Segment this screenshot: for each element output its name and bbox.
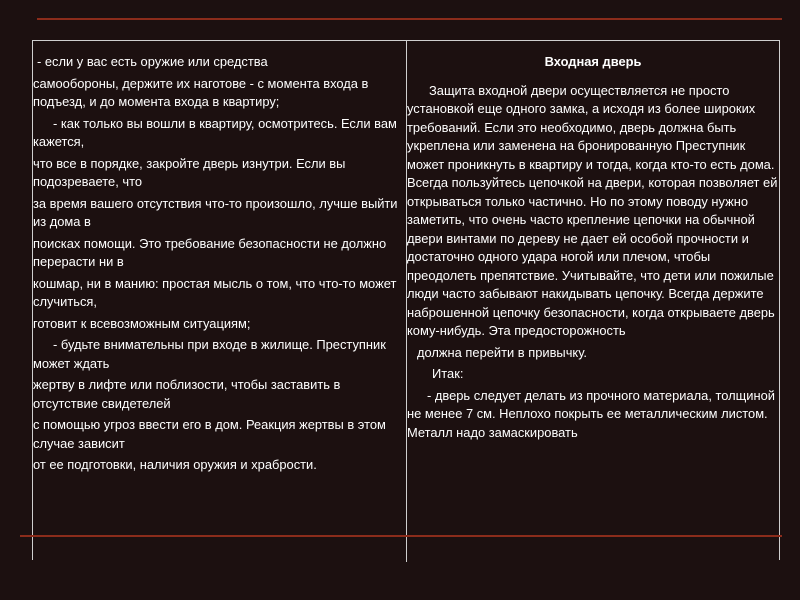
left-paragraph: самообороны, держите их наготове - с момента входа в подъезд, и до момента входа в квартиру; <box>33 75 369 109</box>
bottom-accent-rule <box>20 535 782 537</box>
right-paragraph: - дверь следует делать из прочного материала, толщиной не менее 7 см. Неплохо покрыть ее металлическим листом. Металл надо замаскировать <box>407 387 775 440</box>
right-text-column <box>407 53 779 442</box>
left-paragraph: готовит к всевозможным ситуациям; <box>33 315 251 331</box>
left-paragraph: - если у вас есть оружие или средства <box>37 54 268 69</box>
left-paragraph: за время вашего отсутствия что-то произошло, лучше выйти из дома в <box>33 195 398 229</box>
left-paragraph: от ее подготовки, наличия оружия и храбрости. <box>33 457 317 472</box>
section-heading: Входная дверь <box>544 54 642 69</box>
left-paragraph: что все в порядке, закройте дверь изнутри. Если вы подозреваете, что <box>33 155 346 189</box>
left-paragraph: - будьте внимательны при входе в жилище. Преступник может ждать <box>33 337 386 371</box>
left-paragraph: - как только вы вошли в квартиру, осмотритесь. Если вам кажется, <box>33 115 397 149</box>
left-paragraph: кошмар, ни в манию: простая мысль о том, что что-то может случиться, <box>33 275 397 309</box>
left-paragraph: с помощью угроз ввести его в дом. Реакция жертвы в этом случае зависит <box>33 417 386 451</box>
right-paragraph: Итак: <box>432 366 464 381</box>
left-paragraph: жертву в лифте или поблизости, чтобы заставить в отсутствие свидетелей <box>33 377 341 411</box>
right-paragraph: Защита входной двери осуществляется не просто установкой еще одного замка, а исходя из более широких требований. Если это необходимо, дверь должна быть укреплена или заменена на бронированную Преступник может проникнуть в квартиру и тогда, когда кто-то есть дома. Всегда пользуйтесь цепочкой на двери, которая позволяет ей открываться только частично. Но по этому поводу нужно заметить, что очень часто крепление цепочки на обычной двери винтами по дереву не дает ей особой прочности и достаточно одного удара ногой или плечом, чтобы преодолеть препятствие. Учитывайте, что дети или пожилые люди часто забывают накидывать цепочку. Всегда держите наброшенной цепочку безопасности, когда открываете дверь кому-нибудь. Эта предосторожность <box>407 82 778 338</box>
left-paragraph: поисках помощи. Это требование безопасности не должно перерасти ни в <box>33 235 387 269</box>
left-text-column <box>33 53 407 475</box>
table-right-border <box>779 40 780 560</box>
top-accent-rule <box>37 18 782 20</box>
right-paragraph: должна перейти в привычку. <box>417 344 587 360</box>
